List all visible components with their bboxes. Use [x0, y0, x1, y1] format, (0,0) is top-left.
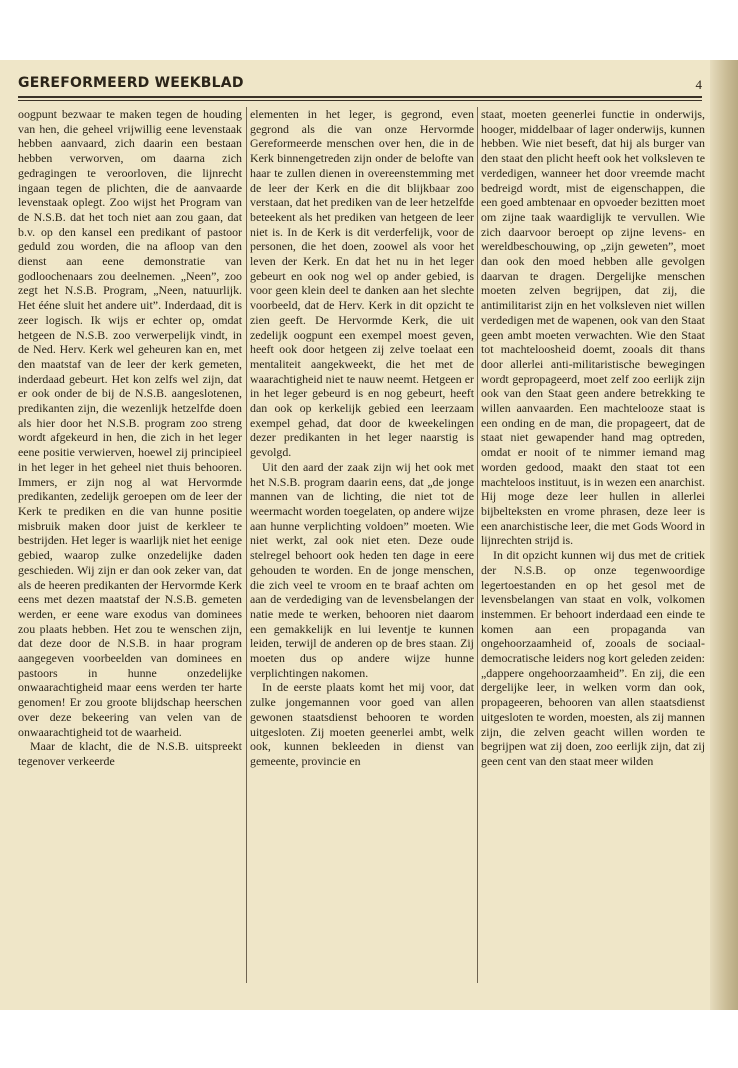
page-header: [18, 75, 702, 97]
header-rule-thin: [18, 100, 702, 101]
paragraph: Uit den aard der zaak zijn wij het ook met het N.S.B. program daarin eens, dat „de jonge mannen van de lichting, die niet tot de weermacht worden toegelaten, op andere wijze aan hunne verplichting voldoen” moeten. Wie niet werkt, zal ook niet eten. Deze oude stelregel behoort ook heden ten dage in eere gehouden te worden. En de jonge menschen, die zich veel te vroom en te braaf achten om aan de verdediging van de levensbelangen der natie mede te werken, behooren niet daarom een gemakkelijk en lui leventje te kunnen leiden, terwijl de anderen op de bres staan. Zij moeten dus op andere wijze hunne verplichtingen nakomen.: [250, 459, 474, 680]
column-divider: [246, 107, 247, 983]
article-column-1: [18, 107, 242, 987]
paragraph: staat, moeten geenerlei functie in onderwijs, hooger, middelbaar of lager onderwijs, kunnen hebben. Wie niet beseft, dat hij als burger van den staat den plicht heeft ook het volksleven te verdedigen, wanneer het door vreemde macht bedreigd wordt, mist de eigenschappen, die een goed ambtenaar en opvoeder bezitten moet om zijne taak waardiglijk te vervullen. Wie zich daarvoor beroept op zijne levens- en wereldbeschouwing, op „zijn geweten”, moet dan ook den moed hebben alle gevolgen daarvan te dragen. Dergelijke menschen moeten zelven begrijpen, dat zij, die antimilitarist zijn en het volksleven niet willen verdedigen met de wapenen, ook van den Staat geen ambt moeten verwachten. Wie den Staat tot machteloosheid doemt, zooals dit thans door allerlei anti-militaristische bewegingen wordt gepropageerd, moet zelf zoo eerlijk zijn ook van den Staat geen andere betrekking te willen aanvaarden. Een machtelooze staat is een onding en de man, die propageert, dat de staat niet gewapender hand mag optreden, omdat er nooit of te nimmer iemand mag worden gedood, maakt den staat tot een machteloos instituut, is in wezen een anarchist. Hij moge deze leer hullen in allerlei bijbelteksten en vrome phrasen, deze leer is een anarchistische leer, die met Gods Woord in lijnrechten strijd is.: [481, 107, 705, 548]
publication-title: GEREFORMEERD WEEKBLAD: [18, 75, 244, 91]
page-binding-edge: [710, 60, 738, 1010]
article-column-3: [481, 107, 705, 987]
paragraph: elementen in het leger, is gegrond, even gegrond als die van onze Hervormde Gereformeerde menschen over hen, die in de Kerk binnengetreden zijn onder de belofte van haar te zullen dienen in overeenstemming met de leer der Kerk en die dit blijkbaar zoo verstaan, dat het prediken van de leer hetzelfde beteekent als het prediken van hetgeen de leer niet is. In de Kerk is dit verderfelijk, voor de personen, die het doen, zoowel als voor het leven der Kerk. En dat het nu in het leger gebeurt en ook nog wel op ander gebied, is voor geen klein deel te danken aan het slechte voorbeeld, dat de Herv. Kerk in dit opzicht te zien geeft. De Hervormde Kerk, die uit zedelijk oogpunt een exempel moest geven, heeft ook door hetgeen zij zelve toelaat een mentaliteit aangekweekt, die het met de waarachtigheid niet te nauw neemt. Hetgeen er in het leger gebeurd is en nog gebeurt, heeft dan ook op kerkelijk gebied een leerzaam exempel gehad, dat door de kweekelingen dezer predikanten in het leger naarstig is gevolgd.: [250, 107, 474, 460]
header-rule: [18, 96, 702, 98]
column-divider: [477, 107, 478, 983]
page-number: 4: [695, 77, 702, 92]
paragraph: oogpunt bezwaar te maken tegen de houding van hen, die geheel vrijwillig eene levenstaak hebben aanvaard, zich daarin een bestaan hebben verworven, om daarna zich gedragingen te veroorloven, die lijnrecht ingaan tegen de plichten, die de aanvaarde levenstaak oplegt. Zoo wijst het Program van de N.S.B. dat het toch niet aan zou gaan, dat b.v. op den kansel een predikant of pastoor geduld zou worden, die na afloop van den dienst aan eene demonstratie van godloochenaars zou deelnemen. „Neen”, zoo zegt het N.S.B. Program, „Neen, natuurlijk. Het ééne sluit het andere uit”. Inderdaad, dit is zeer logisch. Ik wijs er echter op, omdat hetgeen de N.S.B. zoo verwerpelijk vindt, in de Ned. Herv. Kerk wel geheuren kan en, met den maatstaf van de leer der kerk gemeten, inderdaad gebeurt. Het kon zelfs wel zijn, dat er ook onder de bij de N.S.B. aangeslotenen, predikanten zijn, die wezenlijk hetzelfde doen als hier door het N.S.B. program zoo streng wordt afgekeurd in hen, die zich in het leger eene positie verwierven, hoewel zij principieel in het leger in het geheel niet thuis behooren. Immers, er zijn nog al wat Hervormde predikanten, zedelijk geroepen om de leer der Kerk te prediken en die van hunne positie misbruik maken door juist de kerkleer te bestrijden. Het leger is waarlijk niet het eenige gebied, waarop zulke onzedelijke daden geschieden. Wij zijn er dan ook zeker van, dat als de heeren predikanten der Hervormde Kerk eens met dezen maatstaf der N.S.B. gemeten werden, er eene ware exodus van dominees zou plaats hebben. Het zou te wenschen zijn, dat deze door de N.S.B. in haar program aangegeven voorbeelden van dominees en pastoors in hunne onzedelijke onwaarachtigheid maar eens werden ter harte genomen! Er zou groote blijdschap heerschen over deze bekeering van velen van de onwaarachtigheid tot de waarheid.: [18, 107, 242, 739]
paragraph: In de eerste plaats komt het mij voor, dat zulke jongemannen voor goed van allen gewonen staatsdienst behooren te worden uitgesloten. Zij moeten geenerlei ambt, welk ook, kunnen bekleeden in dienst van gemeente, provincie en: [250, 680, 474, 768]
paragraph: In dit opzicht kunnen wij dus met de critiek der N.S.B. op onze tegenwoordige legertoestanden en op het gesol met de levensbelangen van staat en volk, volkomen instemmen. Er behoort inderdaad een einde te komen aan een propaganda van ongehoorzaamheid of, zooals de sociaal-democratische leiders nog kort geleden zeiden: „dappere ongehoorzaamheid”. En zij, die een dergelijke leer, in welken vorm dan ook, propageeren, behooren van allen staatsdienst uitgesloten te worden, moesten, als zij mannen zijn, die zelven geacht willen worden te begrijpen wat zij doen, zoo eerlijk zijn, dat zij geen cent van den staat meer wilden: [481, 548, 705, 768]
article-column-2: [250, 107, 474, 987]
paragraph: Maar de klacht, die de N.S.B. uitspreekt tegenover verkeerde: [18, 739, 242, 768]
